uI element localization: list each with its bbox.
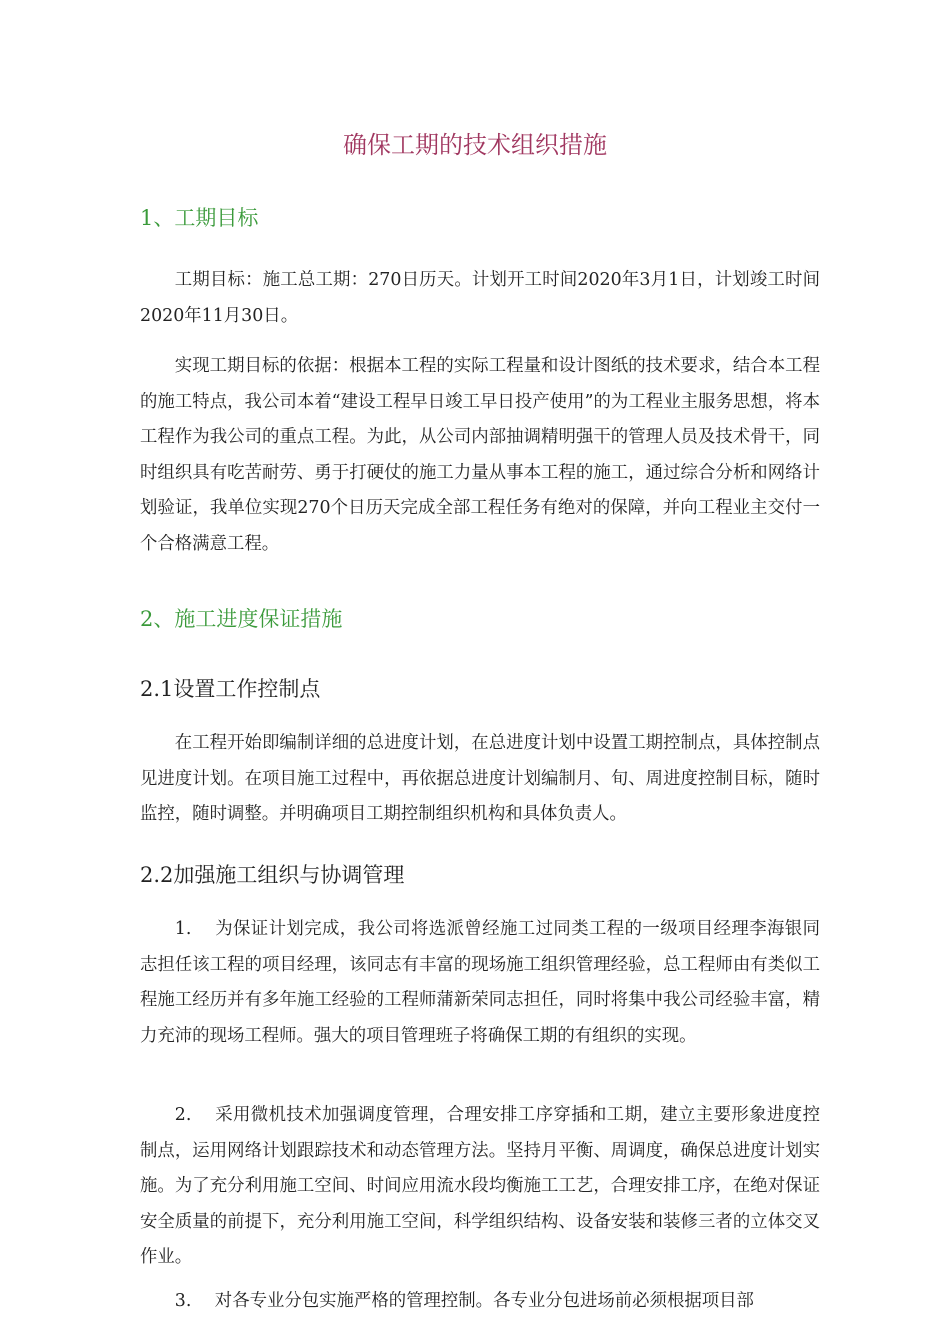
list-item-number: 1. <box>174 919 192 939</box>
list-item-text: 采用微机技术加强调度管理，合理安排工序穿插和工期，建立主要形象进度控制点，运用网络计划跟踪技术和动态管理方法。坚持月平衡、周调度，确保总进度计划实施。为了充分利用施工空间、时间应用流水段均衡施工工艺，合理安排工序，在绝对保证安全质量的前提下，充分利用施工空间，科学组织结构、设备安装和装修三者的立体交叉作业。 <box>140 1105 820 1267</box>
list-item-text: 对各专业分包实施严格的管理控制。各专业分包进场前必须根据项目部 <box>214 1291 754 1311</box>
section-2-2-heading: 2.2加强施工组织与协调管理 <box>140 863 405 887</box>
list-item-number: 3. <box>174 1291 192 1311</box>
section-1-paragraph-1: 工期目标：施工总工期：270日历天。计划开工时间2020年3月1日，计划竣工时间2020年11月30日。 <box>140 270 820 326</box>
document-title: 确保工期的技术组织措施 <box>343 131 607 159</box>
list-item <box>140 912 820 1054</box>
list-item <box>140 1098 820 1276</box>
list-item-number: 2. <box>174 1105 192 1125</box>
section-2-1-paragraph: 在工程开始即编制详细的总进度计划，在总进度计划中设置工期控制点，具体控制点见进度计划。在项目施工过程中，再依据总进度计划编制月、旬、周进度控制目标，随时监控，随时调整。并明确项目工期控制组织机构和具体负责人。 <box>140 733 820 824</box>
section-1-heading: 1、工期目标 <box>140 206 259 230</box>
section-2-1-heading: 2.1设置工作控制点 <box>140 677 321 701</box>
list-item <box>140 1284 820 1320</box>
section-2-heading: 2、施工进度保证措施 <box>140 607 343 631</box>
section-1-paragraph-2: 实现工期目标的依据：根据本工程的实际工程量和设计图纸的技术要求，结合本工程的施工特点，我公司本着“建设工程早日竣工早日投产使用”的为工程业主服务思想，将本工程作为我公司的重点工程。为此，从公司内部抽调精明强干的管理人员及技术骨干，同时组织具有吃苦耐劳、勇于打硬仗的施工力量从事本工程的施工，通过综合分析和网络计划验证，我单位实现270个日历天完成全部工程任务有绝对的保障，并向工程业主交付一个合格满意工程。 <box>140 356 820 554</box>
list-item-text: 为保证计划完成，我公司将选派曾经施工过同类工程的一级项目经理李海银同志担任该工程的项目经理，该同志有丰富的现场施工组织管理经验，总工程师由有类似工程施工经历并有多年施工经验的工程师蒲新荣同志担任，同时将集中我公司经验丰富，精力充沛的现场工程师。强大的项目管理班子将确保工期的有组织的实现。 <box>140 919 820 1046</box>
